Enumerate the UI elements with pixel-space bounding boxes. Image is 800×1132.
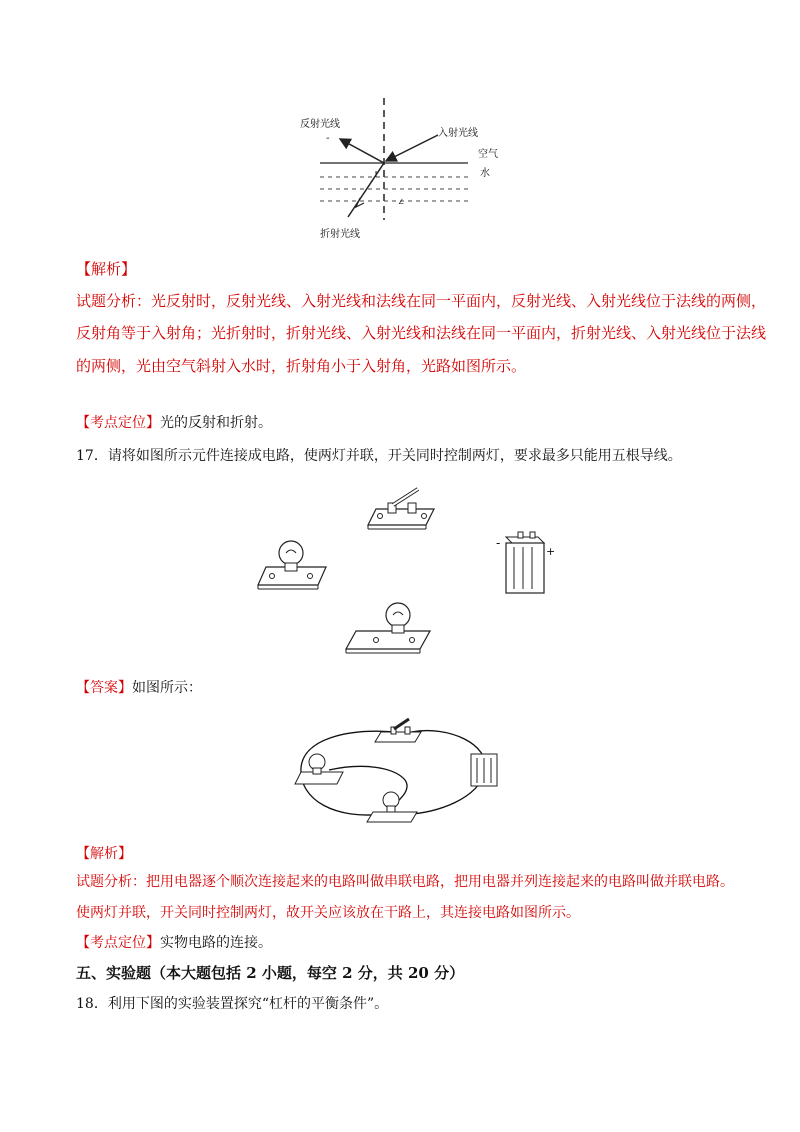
analysis2-line-1: 试题分析：把用电器逐个顺次连接起来的电路叫做串联电路，把用电器并列连接起来的电路叫做并联电路。 <box>76 874 734 890</box>
answer-battery <box>471 754 497 786</box>
analysis-heading-2: 【解析】 <box>76 846 132 862</box>
question-18: 18．利用下图的实验装置探究“杠杆的平衡条件”。 <box>76 996 389 1012</box>
knife-switch <box>368 489 434 529</box>
air-label: 空气 <box>478 149 498 160</box>
question-17: 17．请将如图所示元件连接成电路，使两灯并联，开关同时控制两灯，要求最多只能用五根导线。 <box>76 448 682 464</box>
reflected-ray-label: 反射光线 <box>300 119 340 130</box>
point-line-1 <box>76 413 272 433</box>
point-text-1: 光的反射和折射。 <box>160 415 272 431</box>
battery-minus-sign: - <box>496 536 501 550</box>
answer-switch <box>375 719 421 742</box>
point-line-2 <box>76 933 272 953</box>
point-tag-2: 【考点定位】 <box>76 935 160 951</box>
incident-ray-label: 入射光线 <box>438 128 478 139</box>
refracted-ray <box>348 163 384 217</box>
point-tag-1: 【考点定位】 <box>76 415 160 431</box>
section-5-title: 五、实验题（本大题包括 2 小题，每空 2 分，共 20 分） <box>76 964 465 982</box>
battery <box>496 532 555 593</box>
analysis-line-3: 的两侧，光由空气斜射入水时，折射角小于入射角，光路如图所示。 <box>76 357 527 375</box>
svg-text:-: - <box>326 133 330 144</box>
battery-plus-sign: + <box>546 545 556 558</box>
water-label: 水 <box>480 168 490 179</box>
answer-tag-17: 【答案】 <box>76 680 132 696</box>
incident-ray <box>386 135 438 161</box>
answer-text-17: 如图所示： <box>132 680 202 696</box>
lamp-left <box>258 541 326 589</box>
answer-lamp-bottom <box>367 792 417 822</box>
circuit-components-figure <box>248 485 568 660</box>
analysis-heading-1: 【解析】 <box>76 260 137 278</box>
point-text-2: 实物电路的连接。 <box>160 935 272 951</box>
answer-line-17 <box>76 678 202 698</box>
analysis-line-2: 反射角等于入射角；光折射时，折射光线、入射光线和法线在同一平面内，折射光线、入射光线位于法线 <box>76 324 767 342</box>
analysis-line-1: 试题分析：光反射时，反射光线、入射光线和法线在同一平面内，反射光线、入射光线位于法线的两侧， <box>76 292 767 310</box>
analysis2-line-2: 使两灯并联，开关同时控制两灯，故开关应该放在干路上，其连接电路如图所示。 <box>76 905 580 921</box>
light-path-diagram <box>290 95 510 245</box>
answer-circuit-figure <box>285 710 505 830</box>
svg-text:∠: ∠ <box>398 198 405 206</box>
refracted-ray-label: 折射光线 <box>320 229 360 240</box>
reflected-ray <box>340 139 384 163</box>
lamp-bottom <box>346 603 430 653</box>
